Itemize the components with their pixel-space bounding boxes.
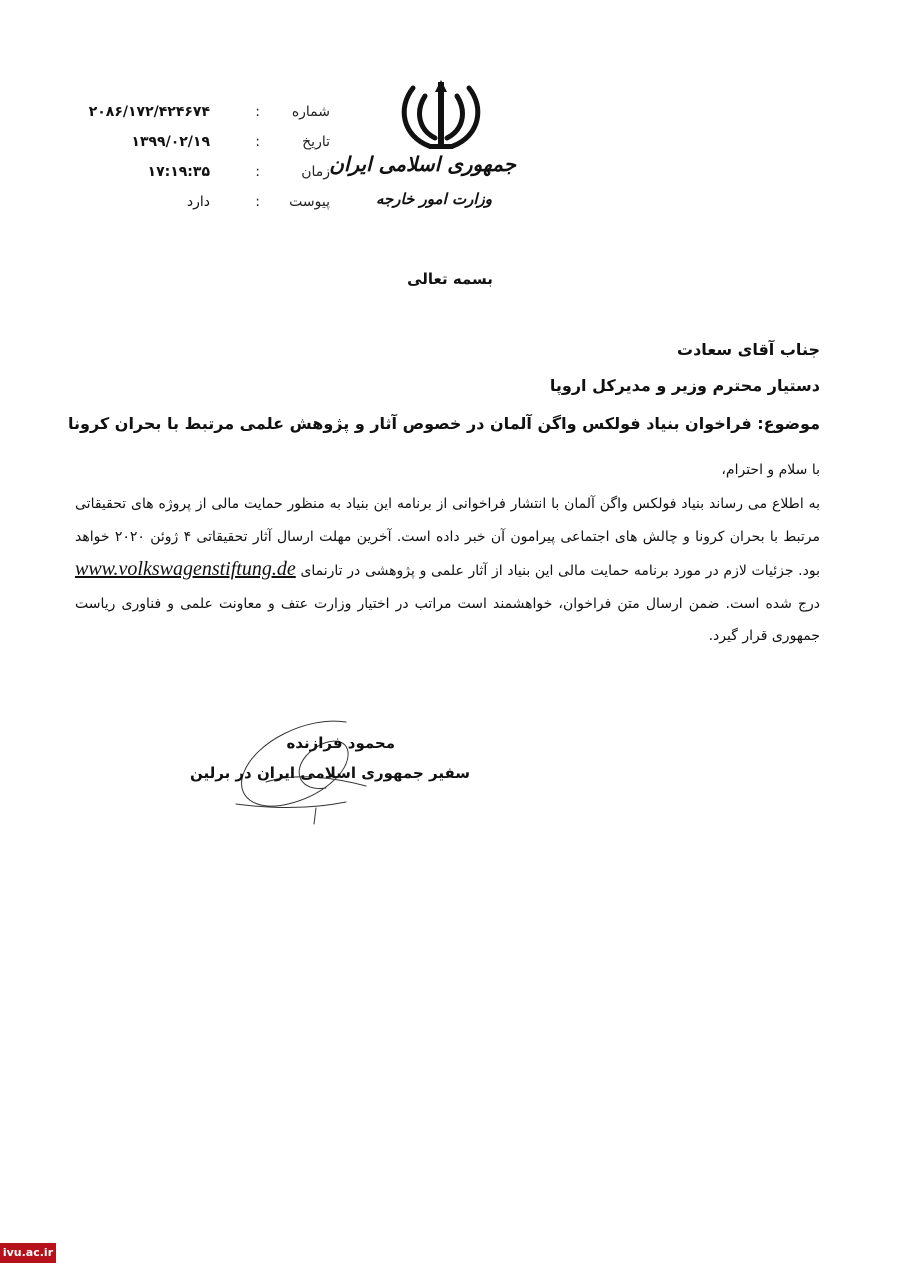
signatory-name: محمود فرازنده bbox=[286, 734, 395, 752]
meta-row-time bbox=[60, 164, 330, 194]
meta-row-date bbox=[60, 134, 330, 164]
body-text-part1: به اطلاع می رساند بنیاد فولکس واگن آلمان با انتشار فراخوانی از برنامه این بنیاد به منظور حمایت مالی از پروژه های تحقیقاتی مرتبط با بحران کرونا و چالش های اجتماعی پیرامون آن خبر داده است. آخرین مهلت ارسال آثار تحقیقاتی ۴ ژوئن ۲۰۲۰ خواهد بود. جزئیات لازم در مورد برنامه حمایت مالی این بنیاد از آثار علمی و پژوهشی در تارنمای bbox=[75, 496, 820, 579]
emblem-block bbox=[329, 78, 516, 228]
meta-colon: : bbox=[255, 134, 260, 150]
site-watermark: ivu.ac.ir bbox=[0, 1243, 56, 1263]
emblem-name: جمهوری اسلامی ایران bbox=[329, 152, 516, 176]
meta-colon: : bbox=[255, 104, 260, 120]
letter-body bbox=[75, 488, 820, 653]
ministry-name: وزارت امور خارجه bbox=[375, 190, 492, 208]
greeting: با سلام و احترام، bbox=[721, 462, 820, 478]
meta-row-attachment bbox=[60, 194, 330, 224]
meta-row-number bbox=[60, 104, 330, 134]
signatory-title: سفیر جمهوری اسلامی ایران در برلین bbox=[189, 764, 470, 782]
meta-value: ۲۰۸۶/۱۷۲/۴۲۴۶۷۴ bbox=[88, 104, 210, 120]
recipient-title: دستیار محترم وزیر و مدیرکل اروپا bbox=[549, 376, 820, 395]
meta-label: شماره bbox=[291, 104, 330, 120]
meta-value: ۱۷:۱۹:۳۵ bbox=[147, 164, 210, 180]
iran-emblem-icon bbox=[399, 78, 483, 152]
meta-colon: : bbox=[255, 164, 260, 180]
foundation-url-link[interactable]: www.volkswagenstiftung.de bbox=[75, 558, 296, 580]
meta-label: تاریخ bbox=[302, 134, 330, 150]
recipient-name: جناب آقای سعادت bbox=[677, 340, 820, 359]
meta-colon: : bbox=[255, 194, 260, 210]
body-text-part2: درج شده است. ضمن ارسال متن فراخوان، خواهشمند است مراتب در اختیار وزارت عتف و معاونت علمی و فناوری ریاست جمهوری قرار گیرد. bbox=[75, 595, 820, 644]
meta-label: زمان bbox=[301, 164, 330, 180]
meta-label: پیوست bbox=[289, 194, 330, 210]
meta-value: دارد bbox=[186, 194, 210, 210]
letter-subject: موضوع: فراخوان بنیاد فولکس واگن آلمان در خصوص آثار و پژوهش علمی مرتبط با بحران کرونا bbox=[68, 414, 820, 433]
bismillah: بسمه تعالی bbox=[407, 270, 493, 288]
meta-value: ۱۳۹۹/۰۲/۱۹ bbox=[131, 134, 210, 150]
